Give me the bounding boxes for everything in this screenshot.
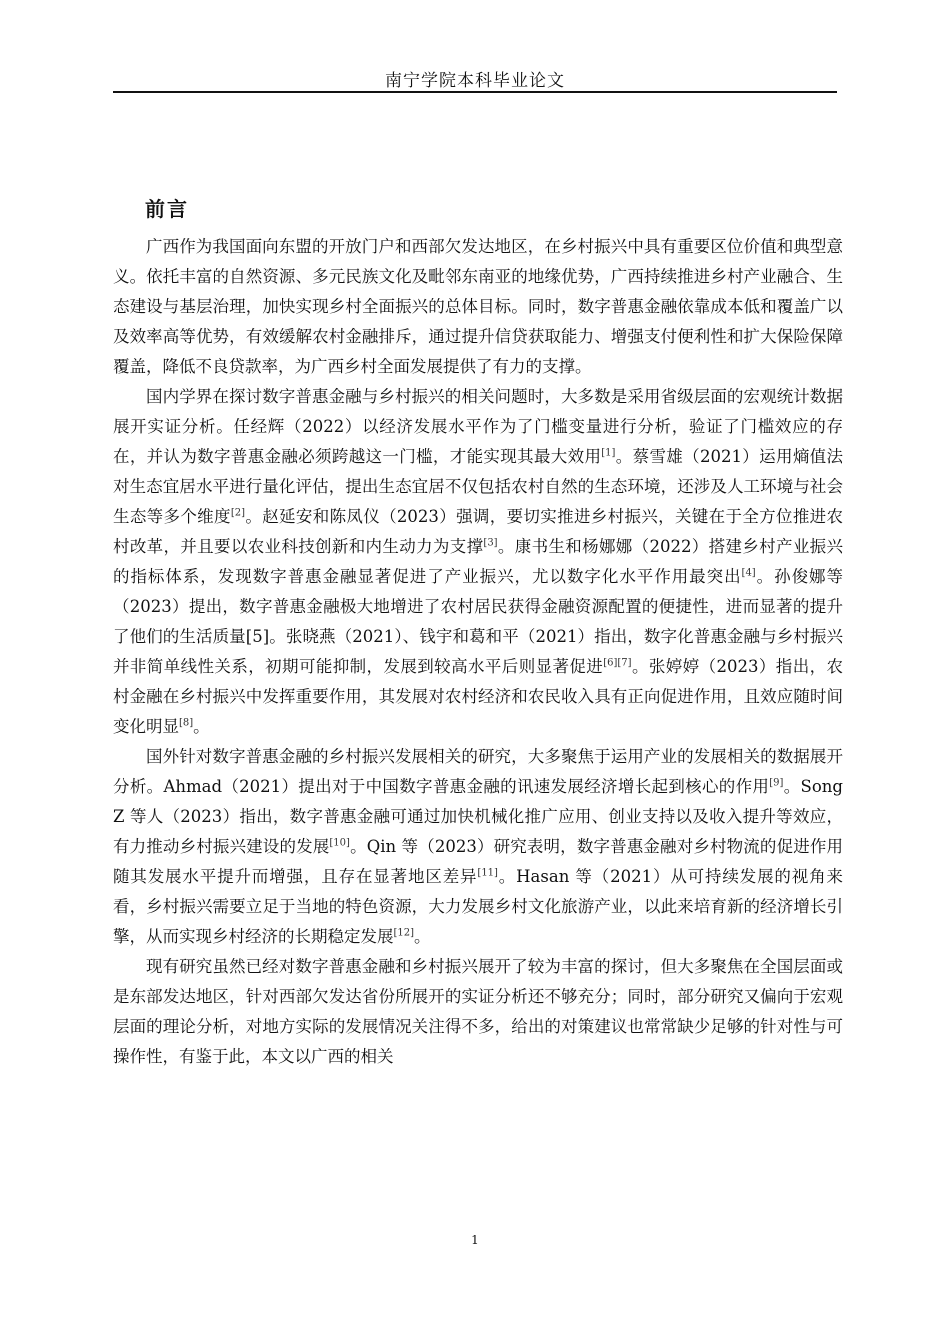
paragraph-text: 。Qin 等（2023）研究表明，数字普惠金融对乡村物流的促进作用随其发展水平提升而增强，且存在显著地区差异: [113, 837, 844, 886]
body-text: [113, 232, 843, 1072]
citation-ref: [11]: [477, 867, 498, 879]
citation-ref: [10]: [329, 837, 350, 849]
paragraph-text: 。蔡雪雄（2021）运用熵值法对生态宜居水平进行量化评估，提出生态宜居不仅包括农村自然的生态环境，还涉及人工环境与社会生态等多个维度: [113, 447, 843, 526]
paragraph: [113, 382, 843, 742]
paragraph-text: 现有研究虽然已经对数字普惠金融和乡村振兴展开了较为丰富的探讨，但大多聚焦在全国层面或是东部发达地区，针对西部欠发达省份所展开的实证分析还不够充分；同时，部分研究又偏向于宏观层面的理论分析，对地方实际的发展情况关注得不多，给出的对策建议也常常缺少足够的针对性与可操作性，有鉴于此，本文以广西的相关: [113, 957, 843, 1066]
paragraph-text: 。康书生和杨娜娜（2022）搭建乡村产业振兴的指标体系，发现数字普惠金融显著促进了产业振兴，尤以数字化水平作用最突出: [113, 537, 843, 586]
citation-ref: [2]: [230, 507, 246, 519]
paragraph-text: 。孙俊娜等（2023）提出，数字普惠金融极大地增进了农村居民获得金融资源配置的便捷性，进而显著的提升了他们的生活质量[5]。张晓燕（2021）、钱宇和葛和平（2021）指出，数字化普惠金融与乡村振兴并非简单线性关系，初期可能抑制，发展到较高水平后则显著促进: [113, 567, 844, 676]
citation-ref: [9]: [769, 777, 784, 789]
paragraph: [113, 952, 843, 1072]
citation-ref: [8]: [179, 717, 194, 729]
paragraph-text: 。张婷婷（2023）指出，农村金融在乡村振兴中发挥重要作用，其发展对农村经济和农民收入具有正向促进作用，且效应随时间变化明显: [113, 657, 843, 736]
citation-ref: [4]: [741, 567, 756, 579]
citation-ref: [6][7]: [603, 657, 632, 669]
page-number: 1: [471, 1233, 479, 1247]
paragraph-text: 。: [193, 717, 210, 736]
paragraph-text: 。赵延安和陈凤仪（2023）强调，要切实推进乡村振兴，关键在于全方位推进农村改革，并且要以农业科技创新和内生动力为支撑: [113, 507, 844, 556]
section-title: 前言: [145, 197, 189, 221]
paragraph-text: 国外针对数字普惠金融的乡村振兴发展相关的研究，大多聚焦于运用产业的发展相关的数据展开分析。Ahmad（2021）提出对于中国数字普惠金融的讯速发展经济增长起到核心的作用: [113, 747, 843, 796]
paragraph-text: 。Hasan 等（2021）从可持续发展的视角来看，乡村振兴需要立足于当地的特色资源，大力发展乡村文化旅游产业，以此来培育新的经济增长引擎，从而实现乡村经济的长期稳定发展: [113, 867, 843, 946]
citation-ref: [3]: [483, 537, 498, 549]
paragraph-text: 国内学界在探讨数字普惠金融与乡村振兴的相关问题时，大多数是采用省级层面的宏观统计数据展开实证分析。任经辉（2022）以经济发展水平作为了门槛变量进行分析，验证了门槛效应的存在，并认为数字普惠金融必须跨越这一门槛，才能实现其最大效用: [113, 387, 843, 466]
paragraph-text: 。Song Z 等人（2023）指出，数字普惠金融可通过加快机械化推广应用、创业支持以及收入提升等效应，有力推动乡村振兴建设的发展: [113, 777, 843, 856]
header-rule: [113, 91, 837, 93]
running-header: 南宁学院本科毕业论文: [385, 71, 565, 91]
citation-ref: [1]: [601, 447, 616, 459]
citation-ref: [12]: [393, 927, 415, 939]
paragraph: [113, 742, 843, 952]
paragraph-text: 。: [414, 927, 431, 946]
paragraph: [113, 232, 843, 382]
paragraph-text: 广西作为我国面向东盟的开放门户和西部欠发达地区，在乡村振兴中具有重要区位价值和典型意义。依托丰富的自然资源、多元民族文化及毗邻东南亚的地缘优势，广西持续推进乡村产业融合、生态建设与基层治理，加快实现乡村全面振兴的总体目标。同时，数字普惠金融依靠成本低和覆盖广以及效率高等优势，有效缓解农村金融排斥，通过提升信贷获取能力、增强支付便利性和扩大保险保障覆盖，降低不良贷款率，为广西乡村全面发展提供了有力的支撑。: [113, 237, 843, 376]
